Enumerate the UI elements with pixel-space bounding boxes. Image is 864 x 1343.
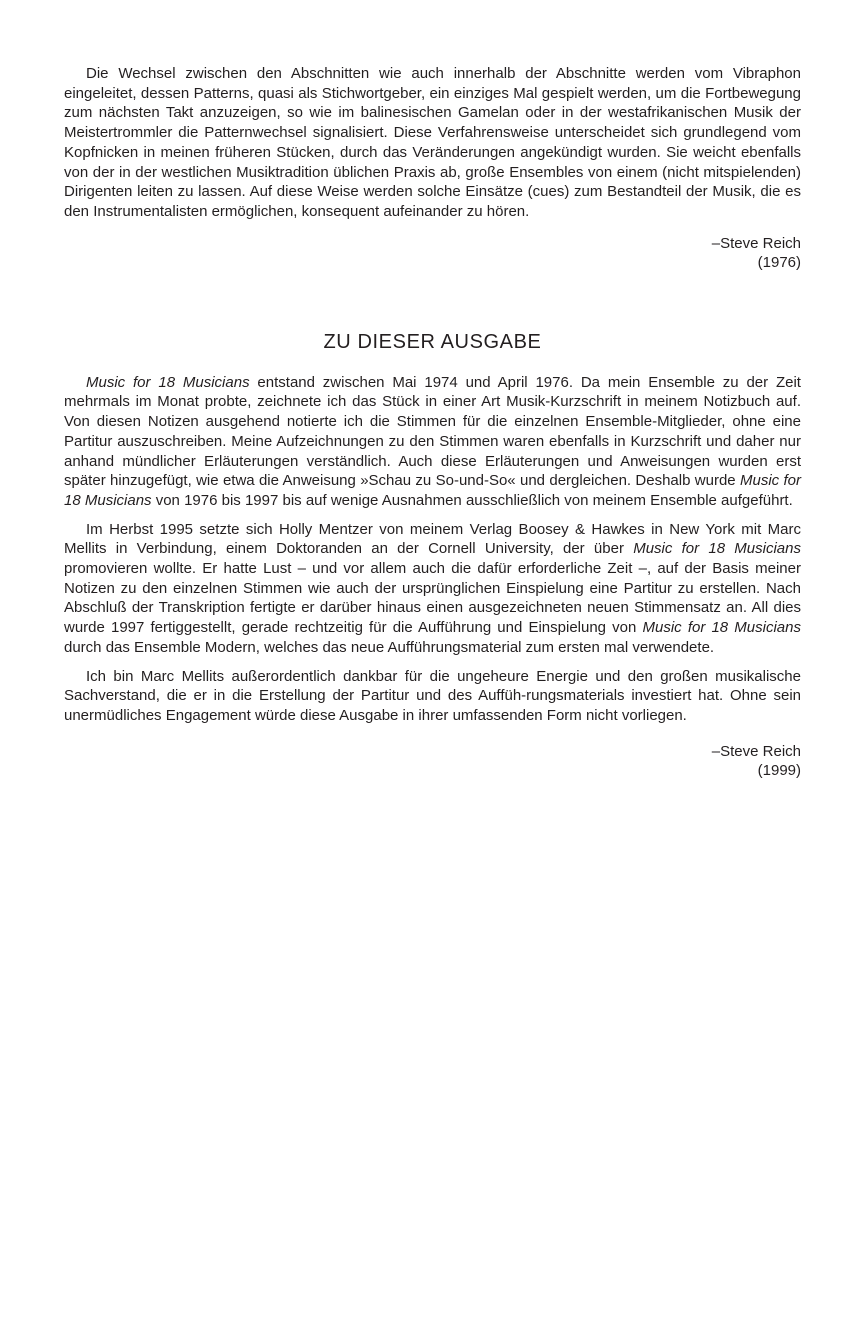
text-run: Die Wechsel zwischen den Abschnitten wie auch innerhalb der Abschnitte werden vom Vibraphon eingeleitet, dessen Patterns, quasi als Stichwortgeber, ein einziges Mal gespielt werden, um die Fortbewegung zum nächsten Takt anzuzeigen, so wie im balinesischen Gamelan oder in der westafrikanischen Musik der Meistertrommler die Patternwechsel signalisiert. Diese Verfahrensweise unterscheidet sich grundlegend vom Kopfnicken in meinen früheren Stücken, durch das Veränderungen angekündigt wurden. Sie weicht ebenfalls von der in der westlichen Musiktradition üblichen Praxis ab, große Ensembles von einem (nicht mitspielenden) Dirigenten leiten zu lassen. Auf diese Weise werden solche Einsätze (cues) zum Bestandteil der Musik, die es den Instrumentalisten ermöglichen, konsequent aufeinander zu hören. [64,65,801,220]
section-paragraph [64,667,801,726]
text-run: Im Herbst 1995 setzte sich Holly Mentzer von meinem Verlag Boosey & Hawkes in New York mit Marc Mellits in Verbindung, einem Doktoranden an der Cornell University, der über [64,520,801,558]
work-title-italic: Music for 18 Musicians [64,472,801,509]
section-paragraph [64,373,801,511]
section-paragraph [64,520,801,658]
work-title-italic: Music for 18 Musicians [86,373,250,391]
work-title-italic: Music for 18 Musicians [633,540,801,558]
signature-block-1999 [64,742,801,781]
section-heading: ZU DIESER AUSGABE [323,331,542,354]
signature-name: –Steve Reich [711,234,801,252]
intro-paragraph [64,64,801,222]
section-paragraphs [64,373,801,726]
text-run: von 1976 bis 1997 bis auf wenige Ausnahmen ausschließlich von meinem Ensemble aufgeführt. [151,491,793,509]
text-run: Ich bin Marc Mellits außerordentlich dankbar für die ungeheure Energie und den großen musikalische Sachverstand, die er in die Erstellung der Partitur und des Auffüh-rungsmaterials investiert hat. Ohne sein unermüdliches Engagement würde diese Ausgabe in ihrer umfassenden Form nicht vorliegen. [64,667,801,724]
work-title-italic: Music for 18 Musicians [642,619,801,637]
signature-name: –Steve Reich [711,742,801,760]
text-run: entstand zwischen Mai 1974 und April 1976. Da mein Ensemble zu der Zeit mehrmals im Monat probte, zeichnete ich das Stück in einer Art Musik-Kurzschrift in meinem Notizbuch auf. Von diesen Notizen ausgehend notierte ich die Stimmen für die einzelnen Ensemble-Mitglieder, ohne eine Partitur auszuschreiben. Meine Aufzeichnungen zu den Stimmen waren ebenfalls in Kurzschrift und daher nur anhand mündlicher Erläuterungen verständlich. Auch diese Erläuterungen und Anweisungen wurden erst später hinzugefügt, wie etwa die Anweisung »Schau zu So-und-So« und dergleichen. Deshalb wurde [64,373,801,490]
text-run: promovieren wollte. Er hatte Lust – und vor allem auch die dafür erforderliche Zeit –, auf der Basis meiner Notizen zu den einzelnen Stimmen wie auch der ursprünglichen Einspielung eine Partitur zu erstellen. Nach Abschluß der Transkription fertigte er darüber hinaus einen ausgezeichneten neuen Stimmensatz an. All dies wurde 1997 fertiggestellt, gerade rechtzeitig für die Aufführung und Einspielung von [64,560,801,637]
signature-year: (1976) [757,254,801,272]
text-run: durch das Ensemble Modern, welches das neue Aufführungsmaterial zum ersten mal verwendete. [64,638,715,656]
signature-block-1976 [64,234,801,273]
signature-year: (1999) [757,762,801,780]
